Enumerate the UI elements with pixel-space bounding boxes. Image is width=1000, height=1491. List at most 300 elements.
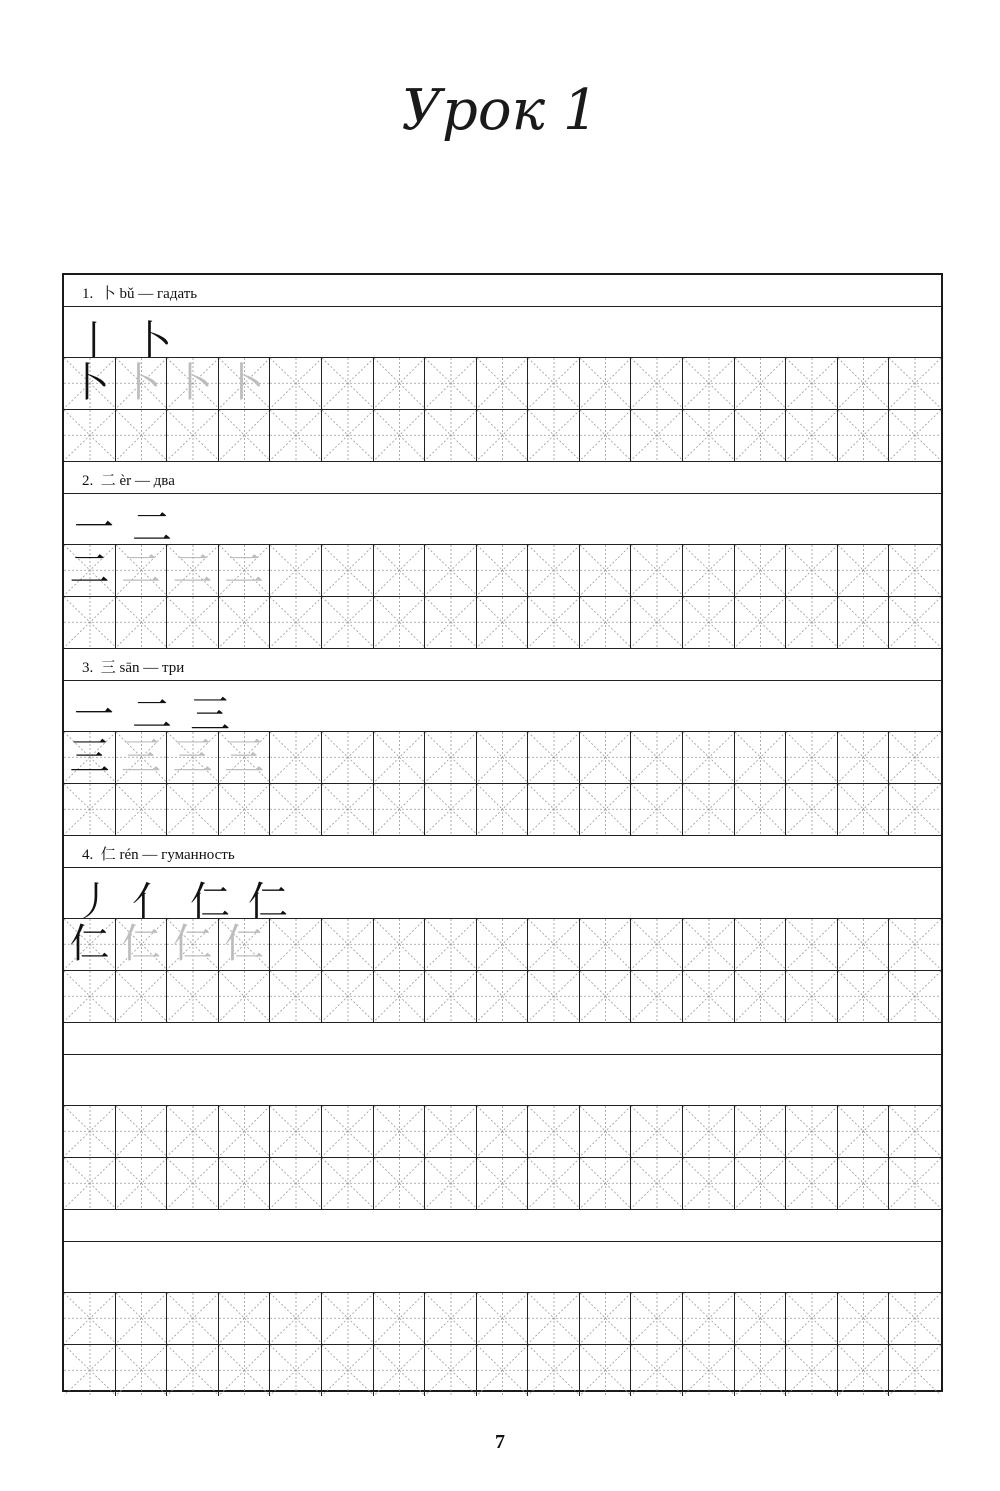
practice-cell[interactable] [270, 597, 322, 648]
cell-guide-lines [322, 1293, 374, 1344]
practice-cell[interactable] [838, 597, 889, 648]
practice-cell[interactable] [580, 1293, 631, 1344]
cell-guide-lines [786, 1293, 838, 1344]
practice-cell[interactable] [786, 1158, 838, 1209]
practice-cell[interactable] [889, 410, 941, 461]
practice-cell[interactable] [683, 919, 735, 970]
practice-cell[interactable] [270, 358, 322, 409]
cell-guide-lines [735, 358, 786, 409]
practice-cell[interactable] [889, 784, 941, 835]
practice-cell[interactable] [477, 1158, 528, 1209]
practice-cell[interactable] [374, 784, 425, 835]
practice-cell[interactable] [735, 358, 786, 409]
practice-cell[interactable] [786, 545, 838, 596]
practice-cell[interactable] [838, 919, 889, 970]
cell-guide-lines [786, 597, 838, 648]
cell-guide-lines [631, 919, 683, 970]
practice-cell[interactable] [270, 1293, 322, 1344]
practice-cell[interactable] [116, 919, 167, 970]
practice-cell[interactable] [631, 1106, 683, 1157]
practice-cell[interactable] [786, 1345, 838, 1396]
lesson-header-text [82, 656, 184, 677]
lesson-header [64, 836, 941, 868]
practice-cell[interactable] [116, 971, 167, 1022]
practice-cell[interactable] [425, 1293, 477, 1344]
practice-cell[interactable] [425, 971, 477, 1022]
practice-cell[interactable] [167, 1293, 219, 1344]
cell-guide-lines [64, 597, 116, 648]
cell-guide-lines [631, 1345, 683, 1396]
practice-cell[interactable] [580, 784, 631, 835]
cell-guide-lines [786, 919, 838, 970]
tracing-grid-row [64, 545, 941, 597]
practice-cell[interactable] [425, 732, 477, 783]
practice-cell[interactable] [838, 1158, 889, 1209]
cell-guide-lines [580, 971, 631, 1022]
practice-cell[interactable] [528, 971, 580, 1022]
practice-cell[interactable] [219, 1293, 270, 1344]
practice-cell[interactable] [528, 410, 580, 461]
practice-cell[interactable] [683, 545, 735, 596]
practice-cell[interactable] [838, 732, 889, 783]
practice-cell[interactable] [374, 919, 425, 970]
cell-guide-lines [735, 1158, 786, 1209]
practice-cell[interactable] [838, 545, 889, 596]
cell-guide-lines [374, 784, 425, 835]
practice-cell[interactable] [374, 597, 425, 648]
practice-cell[interactable] [477, 1345, 528, 1396]
practice-cell[interactable] [219, 732, 270, 783]
practice-cell[interactable] [270, 410, 322, 461]
practice-cell[interactable] [219, 1345, 270, 1396]
practice-cell[interactable] [322, 784, 374, 835]
practice-cell[interactable] [322, 358, 374, 409]
cell-guide-lines [735, 971, 786, 1022]
practice-cell[interactable] [631, 545, 683, 596]
practice-cell[interactable] [374, 1106, 425, 1157]
cell-guide-lines [838, 410, 889, 461]
practice-cell[interactable] [735, 784, 786, 835]
lesson-dash: — [138, 286, 154, 302]
practice-cell[interactable] [889, 919, 941, 970]
practice-cell[interactable] [786, 784, 838, 835]
practice-cell[interactable] [322, 1345, 374, 1396]
practice-cell[interactable] [631, 358, 683, 409]
practice-cell[interactable] [580, 1345, 631, 1396]
practice-cell[interactable] [786, 1293, 838, 1344]
practice-cell[interactable] [64, 919, 116, 970]
cell-guide-lines [374, 597, 425, 648]
practice-cell[interactable] [631, 410, 683, 461]
practice-cell[interactable] [889, 1158, 941, 1209]
practice-cell[interactable] [219, 784, 270, 835]
practice-cell[interactable] [580, 358, 631, 409]
cell-guide-lines [116, 971, 167, 1022]
blank-stroke-row[interactable] [64, 1242, 941, 1293]
practice-cell[interactable] [116, 1106, 167, 1157]
practice-cell[interactable] [528, 732, 580, 783]
practice-cell[interactable] [116, 545, 167, 596]
practice-cell[interactable] [477, 1293, 528, 1344]
cell-guide-lines [631, 732, 683, 783]
cell-guide-lines [116, 1293, 167, 1344]
practice-cell[interactable] [735, 971, 786, 1022]
cell-guide-lines [116, 1158, 167, 1209]
cell-guide-lines [889, 919, 941, 970]
practice-cell[interactable] [786, 732, 838, 783]
practice-cell[interactable] [683, 597, 735, 648]
stroke-step: 丿 [74, 879, 118, 925]
practice-cell[interactable] [528, 1106, 580, 1157]
cell-guide-lines [889, 1158, 941, 1209]
practice-cell[interactable] [528, 545, 580, 596]
practice-cell[interactable] [219, 919, 270, 970]
practice-cell[interactable] [322, 410, 374, 461]
practice-cell[interactable] [477, 732, 528, 783]
practice-cell[interactable] [374, 1345, 425, 1396]
practice-cell[interactable] [735, 410, 786, 461]
practice-cell[interactable] [322, 1106, 374, 1157]
cell-guide-lines [322, 545, 374, 596]
cell-guide-lines [64, 971, 116, 1022]
practice-cell[interactable] [374, 732, 425, 783]
practice-cell[interactable] [167, 1106, 219, 1157]
lesson-hanzi: 三 [100, 660, 116, 676]
lesson-number: 2. [82, 473, 94, 489]
model-character: 仁 [69, 921, 110, 967]
practice-cell[interactable] [528, 919, 580, 970]
practice-cell[interactable] [219, 1158, 270, 1209]
practice-cell[interactable] [322, 1158, 374, 1209]
practice-cell[interactable] [683, 1345, 735, 1396]
practice-cell[interactable] [838, 1106, 889, 1157]
practice-cell[interactable] [64, 597, 116, 648]
cell-guide-lines [64, 410, 116, 461]
practice-cell[interactable] [631, 971, 683, 1022]
practice-cell[interactable] [786, 919, 838, 970]
practice-cell[interactable] [580, 919, 631, 970]
practice-cell[interactable] [477, 358, 528, 409]
practice-cell[interactable] [270, 1158, 322, 1209]
practice-cell[interactable] [838, 1293, 889, 1344]
practice-cell[interactable] [889, 597, 941, 648]
cell-guide-lines [270, 597, 322, 648]
cell-guide-lines [889, 1106, 941, 1157]
cell-guide-lines [270, 1106, 322, 1157]
practice-cell[interactable] [167, 1158, 219, 1209]
practice-cell[interactable] [425, 919, 477, 970]
practice-cell[interactable] [735, 732, 786, 783]
blank-header-row[interactable] [64, 1210, 941, 1242]
practice-cell[interactable] [374, 358, 425, 409]
practice-cell[interactable] [425, 410, 477, 461]
cell-guide-lines [425, 545, 477, 596]
practice-cell[interactable] [270, 1345, 322, 1396]
practice-cell[interactable] [631, 1345, 683, 1396]
practice-cell[interactable] [683, 1293, 735, 1344]
lesson-number: 4. [82, 847, 94, 863]
practice-cell[interactable] [270, 732, 322, 783]
cell-guide-lines [219, 784, 270, 835]
practice-cell[interactable] [528, 358, 580, 409]
practice-cell[interactable] [580, 732, 631, 783]
practice-cell[interactable] [735, 1158, 786, 1209]
lesson-meaning: два [153, 473, 175, 489]
practice-cell[interactable] [219, 597, 270, 648]
practice-cell[interactable] [631, 1293, 683, 1344]
practice-cell[interactable] [683, 410, 735, 461]
practice-cell[interactable] [64, 1106, 116, 1157]
blank-header-row[interactable] [64, 1023, 941, 1055]
practice-cell[interactable] [116, 1345, 167, 1396]
practice-cell[interactable] [167, 784, 219, 835]
practice-cell[interactable] [786, 597, 838, 648]
model-character: 二 [69, 547, 110, 593]
practice-cell[interactable] [580, 971, 631, 1022]
practice-cell[interactable] [580, 410, 631, 461]
cell-guide-lines [116, 1345, 167, 1396]
lesson-pinyin: rén [119, 847, 139, 863]
cell-guide-lines [219, 1106, 270, 1157]
stroke-order-row [64, 868, 941, 925]
cell-guide-lines [631, 597, 683, 648]
lesson-pinyin: sān [119, 660, 140, 676]
cell-guide-lines [116, 784, 167, 835]
cell-guide-lines [270, 732, 322, 783]
practice-cell[interactable] [477, 410, 528, 461]
cell-guide-lines [786, 732, 838, 783]
practice-cell[interactable] [683, 784, 735, 835]
cell-guide-lines [528, 1106, 580, 1157]
practice-cell[interactable] [374, 410, 425, 461]
tracing-grid-row [64, 919, 941, 971]
cell-guide-lines [477, 732, 528, 783]
cell-guide-lines [219, 597, 270, 648]
practice-cell[interactable] [889, 732, 941, 783]
practice-cell[interactable] [167, 919, 219, 970]
practice-cell[interactable] [683, 1106, 735, 1157]
practice-cell[interactable] [580, 1106, 631, 1157]
practice-cell[interactable] [167, 358, 219, 409]
practice-cell[interactable] [580, 1158, 631, 1209]
blank-stroke-row[interactable] [64, 1055, 941, 1106]
practice-cell[interactable] [528, 597, 580, 648]
cell-guide-lines [580, 1106, 631, 1157]
lesson-hanzi: 二 [100, 473, 116, 489]
cell-guide-lines [219, 410, 270, 461]
cell-guide-lines [270, 410, 322, 461]
practice-cell[interactable] [838, 784, 889, 835]
practice-cell[interactable] [167, 410, 219, 461]
practice-cell[interactable] [786, 410, 838, 461]
practice-cell[interactable] [838, 971, 889, 1022]
practice-cell[interactable] [786, 971, 838, 1022]
practice-cell[interactable] [116, 597, 167, 648]
practice-cell[interactable] [64, 784, 116, 835]
practice-cell[interactable] [64, 410, 116, 461]
practice-cell[interactable] [219, 545, 270, 596]
practice-cell[interactable] [683, 358, 735, 409]
practice-cell[interactable] [374, 545, 425, 596]
lesson-pinyin: bǔ [119, 286, 135, 302]
practice-cell[interactable] [735, 545, 786, 596]
practice-cell[interactable] [528, 1293, 580, 1344]
practice-cell[interactable] [64, 1345, 116, 1396]
stroke-step: 丨 [74, 318, 118, 364]
practice-cell[interactable] [477, 1106, 528, 1157]
practice-cell[interactable] [322, 732, 374, 783]
practice-cell[interactable] [786, 358, 838, 409]
cell-guide-lines [580, 784, 631, 835]
practice-cell[interactable] [838, 1345, 889, 1396]
practice-cell[interactable] [116, 784, 167, 835]
practice-grid-row [64, 1158, 941, 1210]
practice-cell[interactable] [838, 410, 889, 461]
practice-cell[interactable] [167, 732, 219, 783]
practice-cell[interactable] [322, 919, 374, 970]
practice-cell[interactable] [167, 545, 219, 596]
cell-guide-lines [322, 1106, 374, 1157]
practice-cell[interactable] [528, 784, 580, 835]
cell-guide-lines [580, 410, 631, 461]
practice-cell[interactable] [528, 1345, 580, 1396]
practice-cell[interactable] [374, 1293, 425, 1344]
practice-cell[interactable] [425, 1106, 477, 1157]
cell-guide-lines [322, 597, 374, 648]
practice-cell[interactable] [425, 358, 477, 409]
practice-cell[interactable] [270, 784, 322, 835]
practice-cell[interactable] [219, 1106, 270, 1157]
cell-guide-lines [889, 1293, 941, 1344]
practice-cell[interactable] [889, 358, 941, 409]
practice-cell[interactable] [425, 1345, 477, 1396]
practice-cell[interactable] [889, 971, 941, 1022]
practice-cell[interactable] [889, 1293, 941, 1344]
practice-cell[interactable] [889, 1106, 941, 1157]
cell-guide-lines [116, 597, 167, 648]
practice-cell[interactable] [374, 1158, 425, 1209]
practice-cell[interactable] [425, 784, 477, 835]
practice-cell[interactable] [116, 358, 167, 409]
practice-cell[interactable] [219, 358, 270, 409]
practice-cell[interactable] [425, 597, 477, 648]
cell-guide-lines [838, 732, 889, 783]
practice-cell[interactable] [64, 1158, 116, 1209]
practice-cell[interactable] [580, 597, 631, 648]
lesson-meaning: три [162, 660, 185, 676]
stroke-step: 仁 [248, 879, 292, 925]
cell-guide-lines [270, 784, 322, 835]
lesson-hanzi: 卜 [100, 286, 116, 302]
practice-cell[interactable] [786, 1106, 838, 1157]
practice-cell[interactable] [683, 732, 735, 783]
stroke-step: 一 [74, 505, 118, 551]
practice-cell[interactable] [631, 919, 683, 970]
practice-cell[interactable] [735, 597, 786, 648]
cell-guide-lines [374, 971, 425, 1022]
cell-guide-lines [683, 1106, 735, 1157]
practice-cell[interactable] [270, 971, 322, 1022]
practice-cell[interactable] [64, 732, 116, 783]
practice-cell[interactable] [64, 358, 116, 409]
trace-character: 三 [172, 734, 213, 780]
practice-cell[interactable] [683, 1158, 735, 1209]
cell-guide-lines [167, 1293, 219, 1344]
practice-cell[interactable] [64, 545, 116, 596]
practice-cell[interactable] [631, 784, 683, 835]
practice-cell[interactable] [64, 1293, 116, 1344]
practice-cell[interactable] [322, 971, 374, 1022]
cell-guide-lines [838, 1345, 889, 1396]
practice-cell[interactable] [270, 545, 322, 596]
practice-cell[interactable] [889, 1345, 941, 1396]
practice-cell[interactable] [167, 971, 219, 1022]
practice-cell[interactable] [631, 1158, 683, 1209]
practice-cell[interactable] [425, 1158, 477, 1209]
practice-cell[interactable] [735, 1293, 786, 1344]
cell-guide-lines [167, 784, 219, 835]
lesson-meaning: гадать [157, 286, 198, 302]
practice-cell[interactable] [219, 410, 270, 461]
cell-guide-lines [683, 358, 735, 409]
cell-guide-lines [528, 358, 580, 409]
practice-cell[interactable] [270, 919, 322, 970]
practice-cell[interactable] [64, 971, 116, 1022]
practice-cell[interactable] [477, 784, 528, 835]
cell-guide-lines [889, 358, 941, 409]
practice-cell[interactable] [322, 597, 374, 648]
practice-cell[interactable] [167, 597, 219, 648]
practice-cell[interactable] [631, 597, 683, 648]
practice-cell[interactable] [477, 545, 528, 596]
practice-cell[interactable] [683, 971, 735, 1022]
practice-cell[interactable] [580, 545, 631, 596]
practice-cell[interactable] [219, 971, 270, 1022]
cell-guide-lines [425, 1345, 477, 1396]
practice-cell[interactable] [735, 1345, 786, 1396]
practice-cell[interactable] [425, 545, 477, 596]
practice-cell[interactable] [116, 1158, 167, 1209]
cell-guide-lines [219, 971, 270, 1022]
practice-cell[interactable] [735, 1106, 786, 1157]
cell-guide-lines [838, 971, 889, 1022]
practice-cell[interactable] [477, 971, 528, 1022]
practice-cell[interactable] [889, 545, 941, 596]
practice-cell[interactable] [477, 919, 528, 970]
practice-cell[interactable] [528, 1158, 580, 1209]
practice-cell[interactable] [477, 597, 528, 648]
practice-cell[interactable] [735, 919, 786, 970]
cell-guide-lines [786, 1345, 838, 1396]
practice-cell[interactable] [322, 1293, 374, 1344]
practice-cell[interactable] [116, 410, 167, 461]
practice-cell[interactable] [631, 732, 683, 783]
cell-guide-lines [477, 919, 528, 970]
trace-character: 卜 [172, 360, 213, 406]
cell-guide-lines [786, 1106, 838, 1157]
trace-character: 卜 [121, 360, 161, 406]
practice-cell[interactable] [116, 732, 167, 783]
practice-cell[interactable] [116, 1293, 167, 1344]
practice-cell[interactable] [374, 971, 425, 1022]
practice-cell[interactable] [167, 1345, 219, 1396]
practice-cell[interactable] [270, 1106, 322, 1157]
lesson-header-text [82, 843, 235, 864]
practice-cell[interactable] [322, 545, 374, 596]
practice-cell[interactable] [838, 358, 889, 409]
cell-guide-lines [786, 545, 838, 596]
cell-guide-lines [167, 1345, 219, 1396]
